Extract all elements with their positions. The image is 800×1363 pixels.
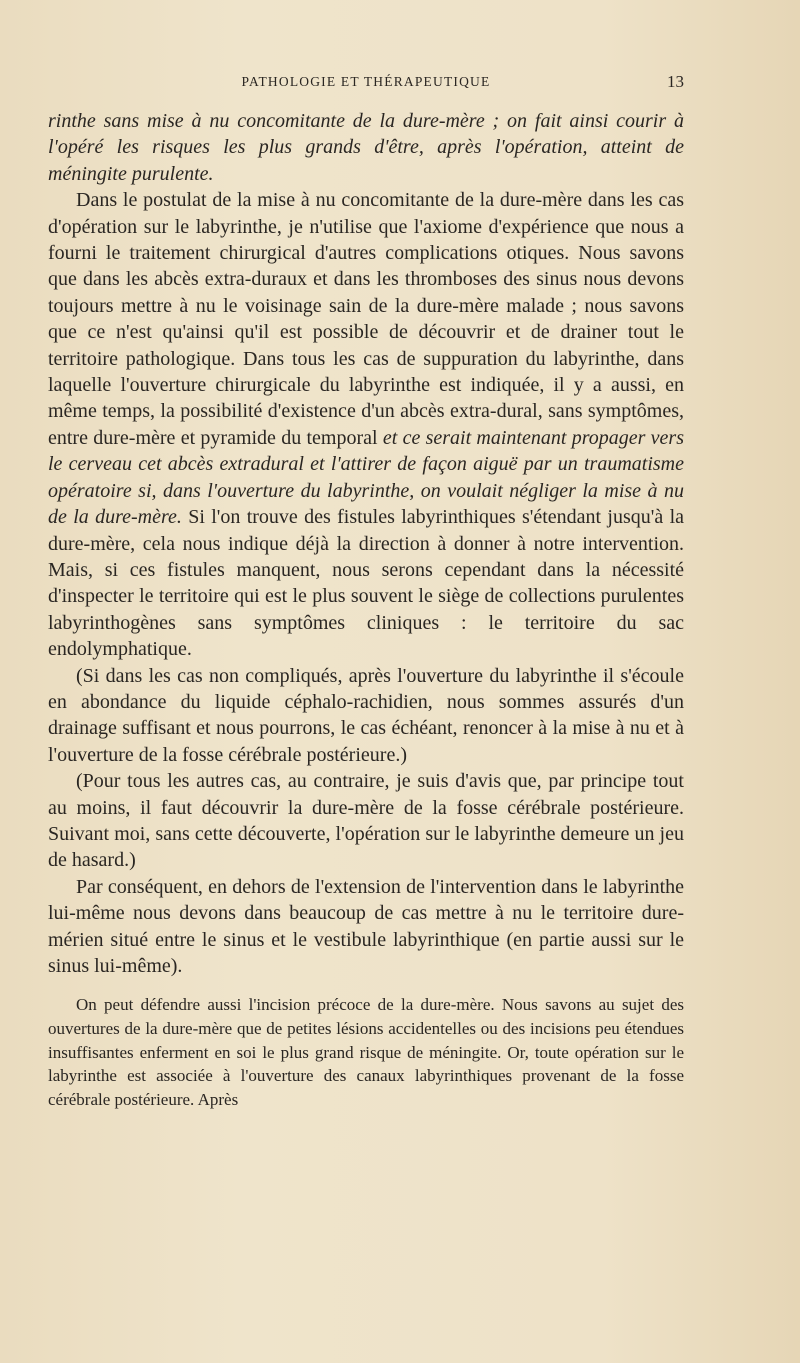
paragraph-1 (48, 108, 684, 187)
paragraph-6-small-print: On peut défendre aussi l'incision précoce de la dure-mère. Nous savons au sujet des ouvertures de la dure-mère que de petites lésions accidentelles ou des incisions peu étendues insuffisantes enferment en soi le plus grand risque de méningite. Or, toute opération sur le labyrinthe est associée à l'ouverture des canaux labyrinthiques provenant de la fosse cérébrale postérieure. Après (48, 995, 684, 1109)
page-body (48, 108, 684, 1128)
paragraph-1-italic: rinthe sans mise à nu concomitante de la dure-mère ; on fait ainsi courir à l'opéré les risques les plus grands d'être, après l'opération, atteint de méningite purulente. (48, 110, 684, 185)
paragraph-2-text-1: Dans le postulat de la mise à nu concomitante de la dure-mère dans les cas d'opération sur le labyrinthe, je n'utilise que l'axiome d'expérience que nous a fourni le traitement chirurgical d'autres complications otiques. Nous savons que dans les abcès extra-duraux et dans les thromboses des sinus nous devons toujours mettre à nu le voisinage sain de la dure-mère malade ; nous savons que ce n'est qu'ainsi qu'il est possible de découvrir et de drainer tout le territoire pathologique. Dans tous les cas de suppuration du labyrinthe, dans laquelle l'ouverture chirurgicale du labyrinthe est indiquée, il y a aussi, en même temps, la possibilité d'existence d'un abcès extra-dural, sans symptômes, entre dure-mère et pyramide du temporal (48, 189, 684, 449)
paragraph-5: Par conséquent, en dehors de l'extension de l'intervention dans le labyrinthe lui-même nous devons dans beaucoup de cas mettre à nu le territoire dure-mérien situé entre le sinus et le vestibule labyrinthique (en partie aussi sur le sinus lui-même). (48, 875, 684, 977)
page-header (48, 72, 684, 96)
paragraph-2 (48, 187, 684, 662)
running-head: PATHOLOGIE ET THÉRAPEUTIQUE (241, 74, 491, 89)
paragraph-4: (Pour tous les autres cas, au contraire, je suis d'avis que, par principe tout au moins, il faut découvrir la dure-mère de la fosse cérébrale postérieure. Suivant moi, sans cette découverte, l'opération sur le labyrinthe demeure un jeu de hasard.) (48, 770, 684, 872)
paragraph-3: (Si dans les cas non compliqués, après l'ouverture du labyrinthe il s'écoule en abondance du liquide céphalo-rachidien, nous sommes assurés d'un drainage suffisant et nous pourrons, le cas échéant, renoncer à la mise à nu et à l'ouverture de la fosse cérébrale postérieure.) (48, 664, 684, 766)
paragraph-2-italic: et ce serait maintenant propager vers le cerveau cet abcès extradural et l'attirer de façon aiguë par un traumatisme opératoire si, dans l'ouverture du labyrinthe, on voulait négliger la mise à nu de la dure-mère. (48, 426, 685, 529)
page-number: 13 (667, 72, 684, 91)
paragraph-2-text-2: Si l'on trouve des fistules labyrinthiques s'étendant jusqu'à la dure-mère, cela nous indique déjà la direction à donner à notre intervention. Mais, si ces fistules manquent, nous serons cependant dans la nécessité d'inspecter le territoire qui est le plus souvent le siège de collections purulentes labyrinthogènes sans symptômes cliniques : le territoire du sac endolymphatique. (48, 506, 684, 661)
